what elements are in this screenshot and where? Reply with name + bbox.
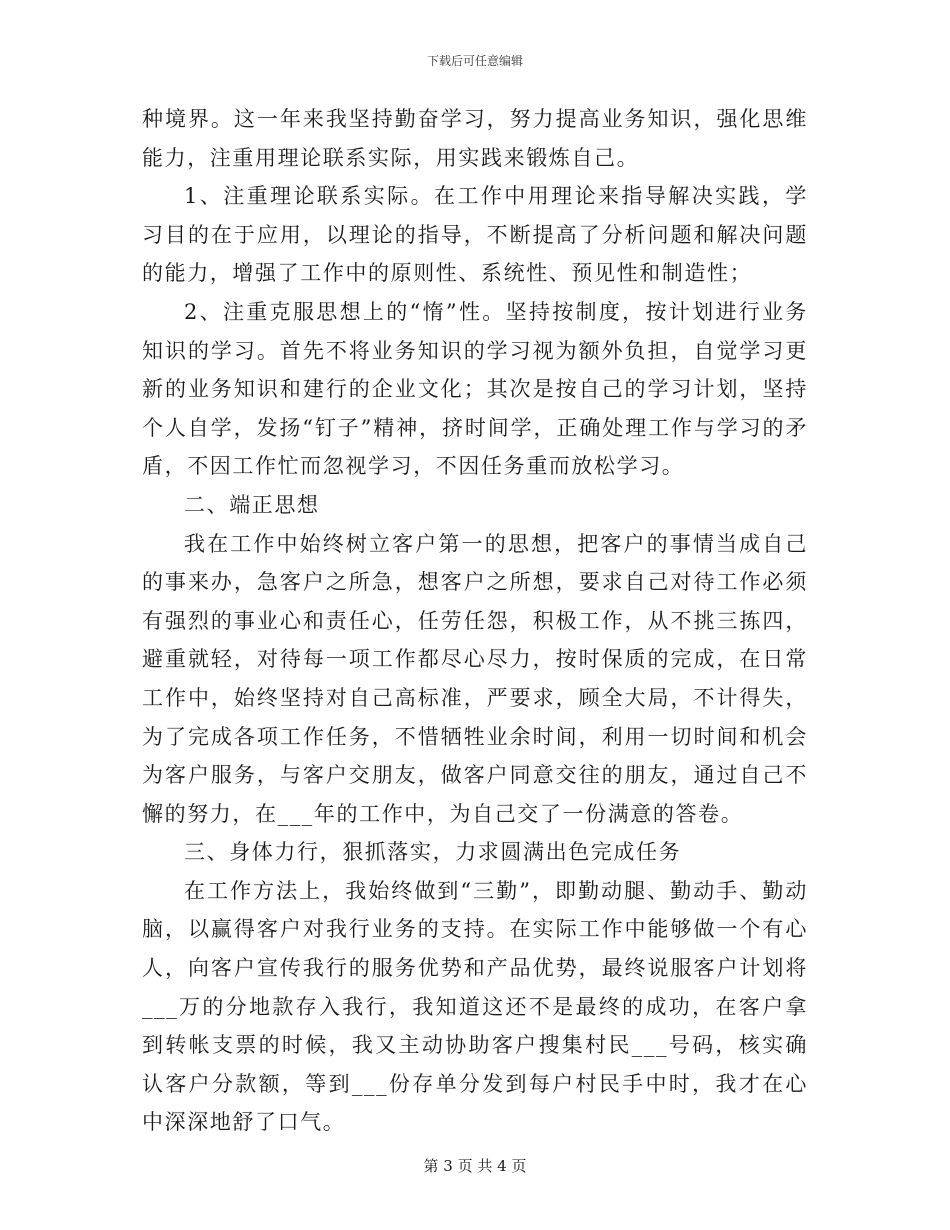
page-header: 下载后可任意编辑 — [426, 54, 523, 68]
paragraph-point-1: 1、注重理论联系实际。在工作中用理论来指导解决实践，学习目的在于应用，以理论的指导，不断提高了分析问题和解决问题的能力，增强了工作中的原则性、系统性、预见性和制造性； — [142, 184, 808, 286]
section-heading-2: 二、端正思想 — [184, 492, 320, 517]
paragraph-section-3: 在工作方法上，我始终做到“三勤”，即勤动腿、勤动手、勤动脑，以赢得客户对我行业务的支持。在实际工作中能够做一个有心人，向客户宣传我行的服务优势和产品优势，最终说服客户计划将___万的分地款存入我行，我知道这还不是最终的成功，在客户拿到转帐支票的时候，我又主动协助客户搜集村民___号码，核实确认客户分款额，等到___份存单分发到每户村民手中时，我才在心中深深地舒了口气。 — [142, 878, 808, 1135]
section-heading-3: 三、身体力行，狠抓落实，力求圆满出色完成任务 — [184, 840, 682, 865]
paragraph-point-2: 2、注重克服思想上的“惰”性。坚持按制度，按计划进行业务知识的学习。首先不将业务知识的学习视为额外负担，自觉学习更新的业务知识和建行的企业文化；其次是按自己的学习计划，坚持个人自学，发扬“钉子”精神，挤时间学，正确处理工作与学习的矛盾，不因工作忙而忽视学习，不因任务重而放松学习。 — [142, 299, 808, 479]
paragraph-continuation: 种境界。这一年来我坚持勤奋学习，努力提高业务知识，强化思维能力，注重用理论联系实际，用实践来锻炼自己。 — [142, 107, 808, 170]
paragraph-section-2: 我在工作中始终树立客户第一的思想，把客户的事情当成自己的事来办，急客户之所急，想客户之所想，要求自己对待工作必须有强烈的事业心和责任心，任劳任怨，积极工作，从不挑三拣四，避重就轻，对待每一项工作都尽心尽力，按时保质的完成，在日常工作中，始终坚持对自己高标准，严要求，顾全大局，不计得失，为了完成各项工作任务，不惜牺牲业余时间，利用一切时间和机会为客户服务，与客户交朋友，做客户同意交往的朋友，通过自己不懈的努力，在___年的工作中，为自己交了一份满意的答卷。 — [142, 531, 808, 826]
page-number: 第 3 页 共 4 页 — [423, 1157, 527, 1175]
document-body — [142, 100, 808, 1142]
